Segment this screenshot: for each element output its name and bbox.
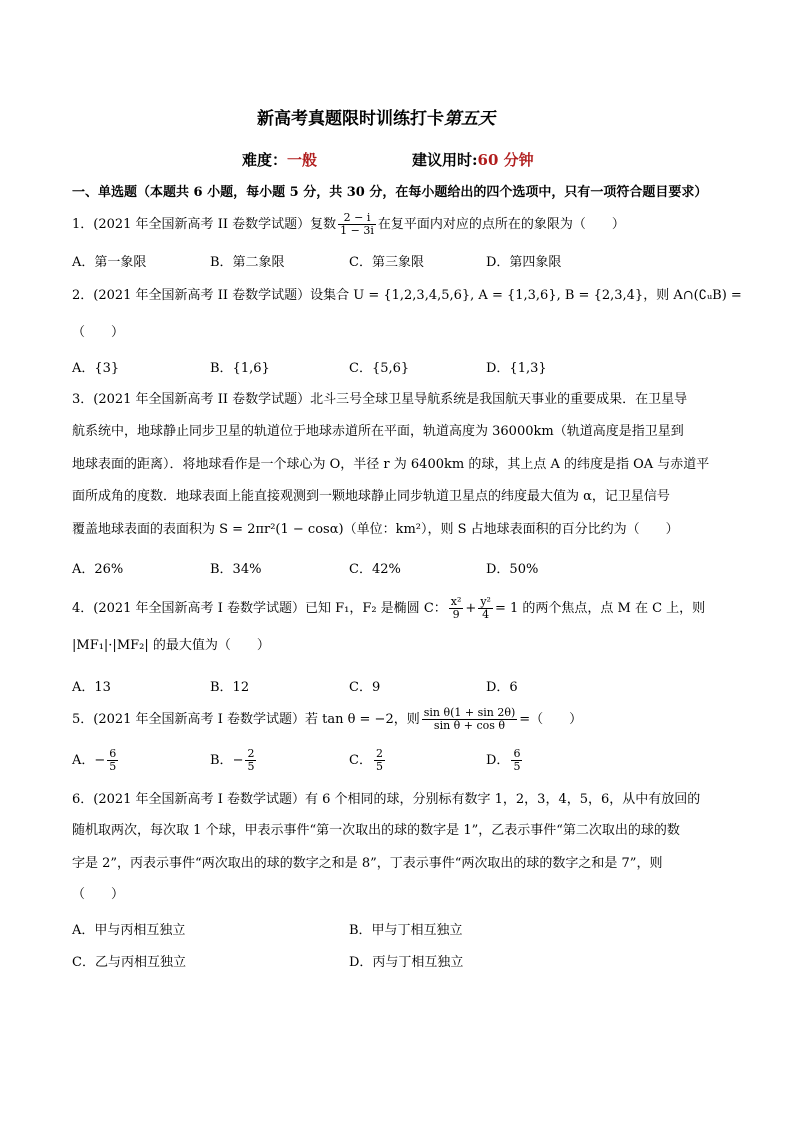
q1-suffix: 在复平面内对应的点所在的象限为（ ）	[377, 217, 625, 232]
q5-d-den: 5	[513, 760, 521, 773]
difficulty-value: 一般	[287, 151, 318, 169]
question-3-line2: 航系统中，地球静止同步卫星的轨道位于地球赤道所在平面，轨道高度为 36000km（轨道高度是指卫星到	[72, 424, 684, 439]
question-3-line3: 地球表面的距离）．将地球看作是一个球心为 O，半径 r 为 6400km 的球，其上点 A 的纬度是指 OA 与赤道平	[72, 457, 710, 472]
q1-option-a[interactable]: A．第一象限	[72, 255, 147, 270]
q2-option-d[interactable]: D．{1,3}	[486, 361, 547, 376]
time-line	[412, 149, 534, 170]
q5-option-d[interactable]	[486, 748, 524, 773]
q5-b-den: 5	[247, 760, 255, 773]
q5-fraction	[422, 707, 518, 732]
q5-b-label: B．	[210, 753, 233, 768]
q5-a-sign: −	[94, 753, 106, 768]
q5-a-frac	[107, 748, 118, 773]
q3-option-b[interactable]: B．34%	[210, 562, 262, 577]
q4-fraction-y	[478, 596, 493, 621]
q4-frac2-den: 4	[482, 608, 490, 621]
title-main: 新高考真题限时训练打卡	[257, 109, 444, 129]
question-5	[72, 707, 582, 732]
q5-option-b[interactable]	[210, 748, 258, 773]
q5-frac-num: sin θ(1 + sin 2θ)	[423, 706, 516, 719]
q6-option-c[interactable]: C．乙与丙相互独立	[72, 955, 186, 970]
question-3-line4: 面所成角的度数．地球表面上能直接观测到一颗地球静止同步轨道卫星点的纬度最大值为 α，记卫星信号	[72, 489, 670, 504]
q1-option-c[interactable]: C．第三象限	[349, 255, 424, 270]
q5-c-num: 2	[375, 747, 383, 760]
difficulty-line	[242, 149, 317, 170]
q4-option-b[interactable]: B．12	[210, 680, 250, 695]
q4-fraction-x	[449, 596, 464, 621]
q3-option-c[interactable]: C．42%	[349, 562, 401, 577]
q4-option-a[interactable]: A．13	[72, 680, 111, 695]
q5-option-c[interactable]	[349, 748, 387, 773]
q5-prefix: 5．(2021 年全国新高考 I 卷数学试题）若 tan θ = −2，则	[72, 712, 420, 727]
difficulty-label: 难度：	[242, 151, 288, 169]
q2-option-a[interactable]: A．{3}	[72, 361, 120, 376]
page-title	[257, 104, 495, 129]
q1-fraction	[338, 212, 376, 237]
q2-option-c[interactable]: C．{5,6}	[349, 361, 410, 376]
q5-a-label: A．	[72, 753, 95, 768]
q4-plus: +	[465, 601, 477, 616]
q4-frac2-num: y²	[480, 595, 491, 608]
q5-c-label: C．	[349, 753, 372, 768]
section-heading: 一、单选题（本题共 6 小题，每小题 5 分，共 30 分，在每小题给出的四个选项中，只有一项符合题目要求）	[72, 185, 708, 200]
time-label: 建议用时:	[412, 151, 478, 169]
question-1	[72, 212, 625, 237]
q1-frac-num: 2 − i	[338, 212, 376, 225]
q4-prefix: 4．(2021 年全国新高考 I 卷数学试题）已知 F₁，F₂ 是椭圆 C：	[72, 601, 447, 616]
question-2-line1: 2．(2021 年全国新高考 II 卷数学试题）设集合 U = {1,2,3,4,5,6}, A = {1,3,6}, B = {2,3,4}，则 A∩(∁ᵤB) =	[72, 288, 742, 303]
q5-a-den: 5	[109, 760, 117, 773]
q5-c-den: 5	[375, 760, 383, 773]
q6-option-a[interactable]: A．甲与丙相互独立	[72, 923, 186, 938]
title-day: 第五天	[444, 109, 495, 129]
q3-option-a[interactable]: A．26%	[72, 562, 124, 577]
question-2-line2: （ ）	[72, 325, 125, 340]
q2-option-b[interactable]: B．{1,6}	[210, 361, 270, 376]
q6-option-b[interactable]: B．甲与丁相互独立	[349, 923, 463, 938]
q4-frac1-den: 9	[452, 608, 460, 621]
q5-c-frac	[374, 748, 385, 773]
question-3-line5: 覆盖地球表面的表面积为 S = 2πr²(1 − cosα)（单位：km²），则 S 占地球表面积的百分比约为（ ）	[72, 522, 679, 537]
q5-b-frac	[245, 748, 256, 773]
q5-frac-den: sin θ + cos θ	[433, 719, 506, 732]
question-4-line2: |MF₁|·|MF₂| 的最大值为（ ）	[72, 638, 270, 653]
q1-prefix: 1．(2021 年全国新高考 II 卷数学试题）复数	[72, 217, 337, 232]
q5-b-num: 2	[247, 747, 255, 760]
question-6-line1: 6．(2021 年全国新高考 I 卷数学试题）有 6 个相同的球，分别标有数字 1，2，3，4，5，6，从中有放回的	[72, 792, 701, 807]
q4-option-d[interactable]: D．6	[486, 680, 518, 695]
q4-option-c[interactable]: C．9	[349, 680, 381, 695]
q5-a-num: 6	[109, 747, 117, 760]
question-3-line1: 3．(2021 年全国新高考 II 卷数学试题）北斗三号全球卫星导航系统是我国航天事业的重要成果．在卫星导	[72, 392, 688, 407]
q1-frac-den: 1 − 3i	[340, 224, 374, 237]
time-value: 60 分钟	[477, 151, 534, 169]
q5-option-a[interactable]	[72, 748, 120, 773]
q5-d-num: 6	[513, 747, 521, 760]
q1-option-d[interactable]: D．第四象限	[486, 255, 562, 270]
q5-d-frac	[511, 748, 522, 773]
q3-option-d[interactable]: D．50%	[486, 562, 539, 577]
question-6-line2: 随机取两次，每次取 1 个球，甲表示事件“第一次取出的球的数字是 1”，乙表示事件“第二次取出的球的数	[72, 823, 680, 838]
q4-suffix: = 1 的两个焦点，点 M 在 C 上，则	[494, 601, 706, 616]
question-6-line3: 字是 2”，丙表示事件“两次取出的球的数字之和是 8”，丁表示事件“两次取出的球的数字之和是 7”，则	[72, 856, 663, 871]
q1-option-b[interactable]: B．第二象限	[210, 255, 285, 270]
q5-suffix: =（ ）	[519, 712, 583, 727]
question-4-line1	[72, 596, 705, 621]
question-6-line4: （ ）	[72, 887, 125, 902]
q5-b-sign: −	[232, 753, 244, 768]
q4-frac1-num: x²	[450, 595, 462, 608]
q5-d-label: D．	[486, 753, 510, 768]
q6-option-d[interactable]: D．丙与丁相互独立	[349, 955, 464, 970]
